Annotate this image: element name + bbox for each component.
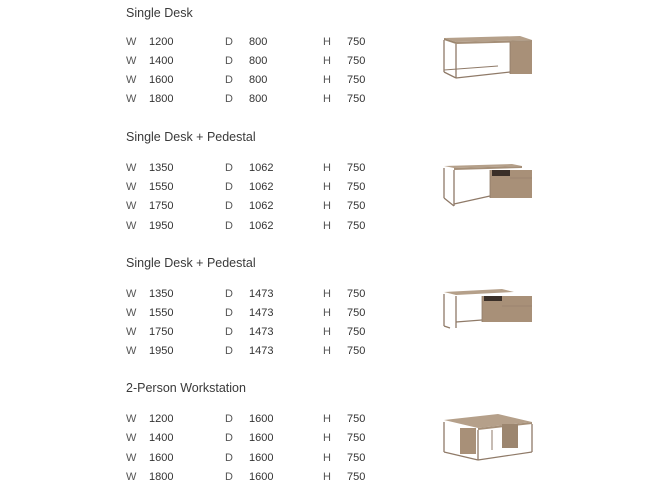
width-value: 1750 xyxy=(149,326,174,338)
width-label: W xyxy=(126,200,137,212)
depth-value: 1062 xyxy=(249,162,274,174)
height-label: H xyxy=(323,345,331,357)
height-label: H xyxy=(323,93,331,105)
depth-label: D xyxy=(225,432,233,444)
height-value: 750 xyxy=(347,326,366,338)
section-title: Single Desk + Pedestal xyxy=(126,130,256,144)
depth-label: D xyxy=(225,288,233,300)
height-label: H xyxy=(323,452,331,464)
depth-label: D xyxy=(225,93,233,105)
depth-value: 1600 xyxy=(249,452,274,464)
depth-value: 1062 xyxy=(249,200,274,212)
width-value: 1950 xyxy=(149,220,174,232)
height-value: 750 xyxy=(347,181,366,193)
width-label: W xyxy=(126,471,137,483)
depth-label: D xyxy=(225,345,233,357)
height-value: 750 xyxy=(347,288,366,300)
depth-value: 1062 xyxy=(249,181,274,193)
height-label: H xyxy=(323,55,331,67)
height-label: H xyxy=(323,220,331,232)
depth-label: D xyxy=(225,200,233,212)
width-label: W xyxy=(126,452,137,464)
height-value: 750 xyxy=(347,36,366,48)
section-title: Single Desk + Pedestal xyxy=(126,256,256,270)
width-label: W xyxy=(126,307,137,319)
height-value: 750 xyxy=(347,432,366,444)
width-value: 1600 xyxy=(149,74,174,86)
width-value: 1950 xyxy=(149,345,174,357)
depth-value: 1600 xyxy=(249,432,274,444)
height-label: H xyxy=(323,307,331,319)
width-label: W xyxy=(126,93,137,105)
width-label: W xyxy=(126,288,137,300)
depth-value: 800 xyxy=(249,55,268,67)
height-label: H xyxy=(323,432,331,444)
depth-value: 800 xyxy=(249,36,268,48)
depth-value: 1473 xyxy=(249,307,274,319)
single-desk-icon xyxy=(438,30,538,86)
height-value: 750 xyxy=(347,307,366,319)
depth-label: D xyxy=(225,181,233,193)
width-label: W xyxy=(126,36,137,48)
depth-value: 1473 xyxy=(249,288,274,300)
width-value: 1200 xyxy=(149,413,174,425)
height-label: H xyxy=(323,36,331,48)
height-value: 750 xyxy=(347,345,366,357)
height-value: 750 xyxy=(347,162,366,174)
depth-label: D xyxy=(225,36,233,48)
width-value: 1800 xyxy=(149,471,174,483)
width-value: 1600 xyxy=(149,452,174,464)
depth-label: D xyxy=(225,55,233,67)
depth-value: 1600 xyxy=(249,413,274,425)
depth-label: D xyxy=(225,471,233,483)
width-label: W xyxy=(126,326,137,338)
height-label: H xyxy=(323,471,331,483)
height-value: 750 xyxy=(347,74,366,86)
section-title: 2-Person Workstation xyxy=(126,381,246,395)
depth-label: D xyxy=(225,326,233,338)
width-value: 1550 xyxy=(149,181,174,193)
section-title: Single Desk xyxy=(126,6,193,20)
height-label: H xyxy=(323,200,331,212)
height-value: 750 xyxy=(347,413,366,425)
width-label: W xyxy=(126,413,137,425)
width-value: 1350 xyxy=(149,288,174,300)
height-label: H xyxy=(323,288,331,300)
depth-label: D xyxy=(225,74,233,86)
height-label: H xyxy=(323,162,331,174)
two-person-workstation-icon xyxy=(438,408,538,464)
width-label: W xyxy=(126,162,137,174)
depth-label: D xyxy=(225,220,233,232)
width-label: W xyxy=(126,181,137,193)
width-label: W xyxy=(126,220,137,232)
height-value: 750 xyxy=(347,452,366,464)
width-value: 1200 xyxy=(149,36,174,48)
height-value: 750 xyxy=(347,93,366,105)
width-value: 1350 xyxy=(149,162,174,174)
desk-with-pedestal-icon xyxy=(438,158,538,214)
depth-value: 1473 xyxy=(249,345,274,357)
depth-value: 1473 xyxy=(249,326,274,338)
width-label: W xyxy=(126,345,137,357)
width-value: 1400 xyxy=(149,432,174,444)
width-label: W xyxy=(126,74,137,86)
height-value: 750 xyxy=(347,55,366,67)
height-value: 750 xyxy=(347,471,366,483)
width-value: 1750 xyxy=(149,200,174,212)
width-value: 1800 xyxy=(149,93,174,105)
height-label: H xyxy=(323,181,331,193)
height-value: 750 xyxy=(347,200,366,212)
depth-value: 1062 xyxy=(249,220,274,232)
width-value: 1550 xyxy=(149,307,174,319)
desk-with-long-pedestal-icon xyxy=(438,284,538,340)
depth-value: 1600 xyxy=(249,471,274,483)
height-label: H xyxy=(323,413,331,425)
depth-label: D xyxy=(225,452,233,464)
depth-value: 800 xyxy=(249,93,268,105)
width-label: W xyxy=(126,432,137,444)
depth-value: 800 xyxy=(249,74,268,86)
width-label: W xyxy=(126,55,137,67)
height-label: H xyxy=(323,74,331,86)
height-value: 750 xyxy=(347,220,366,232)
width-value: 1400 xyxy=(149,55,174,67)
depth-label: D xyxy=(225,307,233,319)
height-label: H xyxy=(323,326,331,338)
depth-label: D xyxy=(225,413,233,425)
depth-label: D xyxy=(225,162,233,174)
